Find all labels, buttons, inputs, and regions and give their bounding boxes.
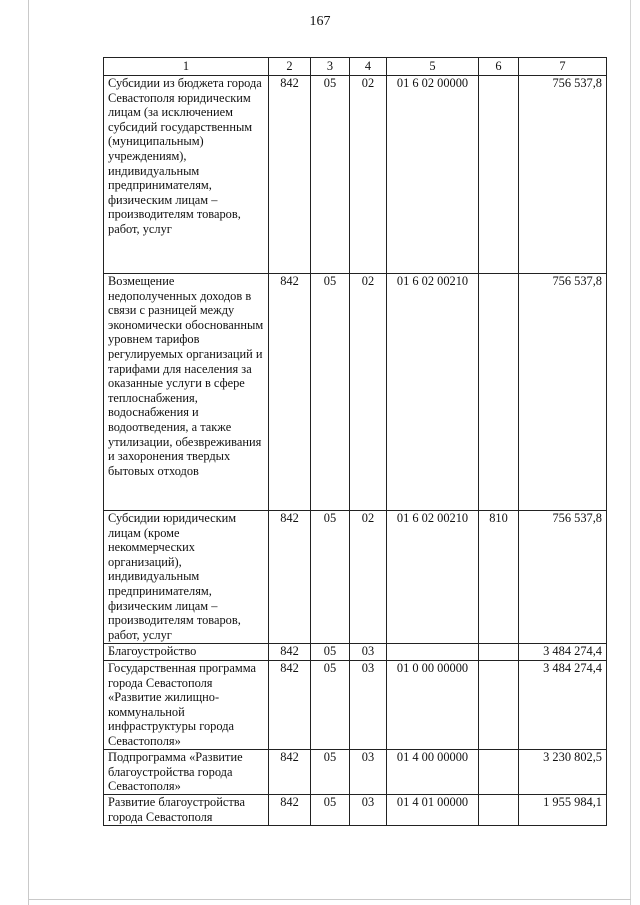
row-section-cell: 05 <box>311 644 350 661</box>
row-target-article-cell <box>387 644 479 661</box>
row-name-cell: Подпрограмма «Развитие благоустройства города Севастополя» <box>104 750 269 795</box>
row-target-article-cell: 01 4 01 00000 <box>387 795 479 826</box>
row-sum-cell: 3 484 274,4 <box>519 661 607 750</box>
row-sum-cell: 3 484 274,4 <box>519 644 607 661</box>
table-row <box>104 76 607 274</box>
row-sum-cell: 756 537,8 <box>519 274 607 511</box>
column-header-section: 3 <box>311 58 350 76</box>
row-code-cell: 842 <box>269 661 311 750</box>
row-subsection-cell: 03 <box>350 750 387 795</box>
row-section-cell: 05 <box>311 511 350 644</box>
row-name-cell: Государственная программа города Севастополя «Развитие жилищно-коммунальной инфраструктуры города Севастополя» <box>104 661 269 750</box>
table-row <box>104 511 607 644</box>
row-expense-type-cell <box>479 274 519 511</box>
header-row <box>104 58 607 76</box>
row-section-cell: 05 <box>311 661 350 750</box>
scan-edge-bottom <box>28 899 631 900</box>
table-row <box>104 274 607 511</box>
row-expense-type-cell <box>479 76 519 274</box>
budget-table <box>103 57 607 826</box>
row-subsection-cell: 02 <box>350 274 387 511</box>
column-header-sum: 7 <box>519 58 607 76</box>
column-header-target-article: 5 <box>387 58 479 76</box>
row-sum-cell: 756 537,8 <box>519 511 607 644</box>
row-section-cell: 05 <box>311 750 350 795</box>
row-subsection-cell: 03 <box>350 795 387 826</box>
column-header-expense-type: 6 <box>479 58 519 76</box>
row-code-cell: 842 <box>269 795 311 826</box>
column-header-code: 2 <box>269 58 311 76</box>
row-target-article-cell: 01 6 02 00210 <box>387 511 479 644</box>
row-name-cell: Развитие благоустройства города Севастополя <box>104 795 269 826</box>
row-name-cell: Возмещение недополученных доходов в связи с разницей между экономически обоснованным уровнем тарифов регулируемых организаций и тарифами для населения за оказанные услуги в сфере теплоснабжения, водоснабжения и водоотведения, а также утилизации, обезвреживания и захоронения твердых бытовых отходов <box>104 274 269 511</box>
row-name-cell: Субсидии из бюджета города Севастополя юридическим лицам (за исключением субсидий государственным (муниципальным) учреждениям), индивидуальным предпринимателям, физическим лицам – производителям товаров, работ, услуг <box>104 76 269 274</box>
scan-edge-right <box>630 0 631 905</box>
row-target-article-cell: 01 4 00 00000 <box>387 750 479 795</box>
row-name-cell: Благоустройство <box>104 644 269 661</box>
row-code-cell: 842 <box>269 76 311 274</box>
table-row <box>104 795 607 826</box>
scan-edge-left <box>28 0 29 905</box>
row-subsection-cell: 02 <box>350 511 387 644</box>
row-section-cell: 05 <box>311 76 350 274</box>
page-number: 167 <box>309 14 331 29</box>
row-expense-type-cell <box>479 795 519 826</box>
row-subsection-cell: 02 <box>350 76 387 274</box>
row-target-article-cell: 01 6 02 00000 <box>387 76 479 274</box>
row-sum-cell: 3 230 802,5 <box>519 750 607 795</box>
row-target-article-cell: 01 6 02 00210 <box>387 274 479 511</box>
row-code-cell: 842 <box>269 750 311 795</box>
row-expense-type-cell <box>479 750 519 795</box>
row-subsection-cell: 03 <box>350 644 387 661</box>
row-subsection-cell: 03 <box>350 661 387 750</box>
row-expense-type-cell <box>479 661 519 750</box>
table-row <box>104 661 607 750</box>
row-expense-type-cell: 810 <box>479 511 519 644</box>
row-sum-cell: 756 537,8 <box>519 76 607 274</box>
row-code-cell: 842 <box>269 511 311 644</box>
row-section-cell: 05 <box>311 795 350 826</box>
row-name-cell: Субсидии юридическим лицам (кроме некоммерческих организаций), индивидуальным предпринимателям, физическим лицам – производителям товаров, работ, услуг <box>104 511 269 644</box>
table-row <box>104 750 607 795</box>
table-row <box>104 644 607 661</box>
row-code-cell: 842 <box>269 644 311 661</box>
row-expense-type-cell <box>479 644 519 661</box>
row-sum-cell: 1 955 984,1 <box>519 795 607 826</box>
column-header-name: 1 <box>104 58 269 76</box>
row-code-cell: 842 <box>269 274 311 511</box>
column-header-subsection: 4 <box>350 58 387 76</box>
row-target-article-cell: 01 0 00 00000 <box>387 661 479 750</box>
row-section-cell: 05 <box>311 274 350 511</box>
